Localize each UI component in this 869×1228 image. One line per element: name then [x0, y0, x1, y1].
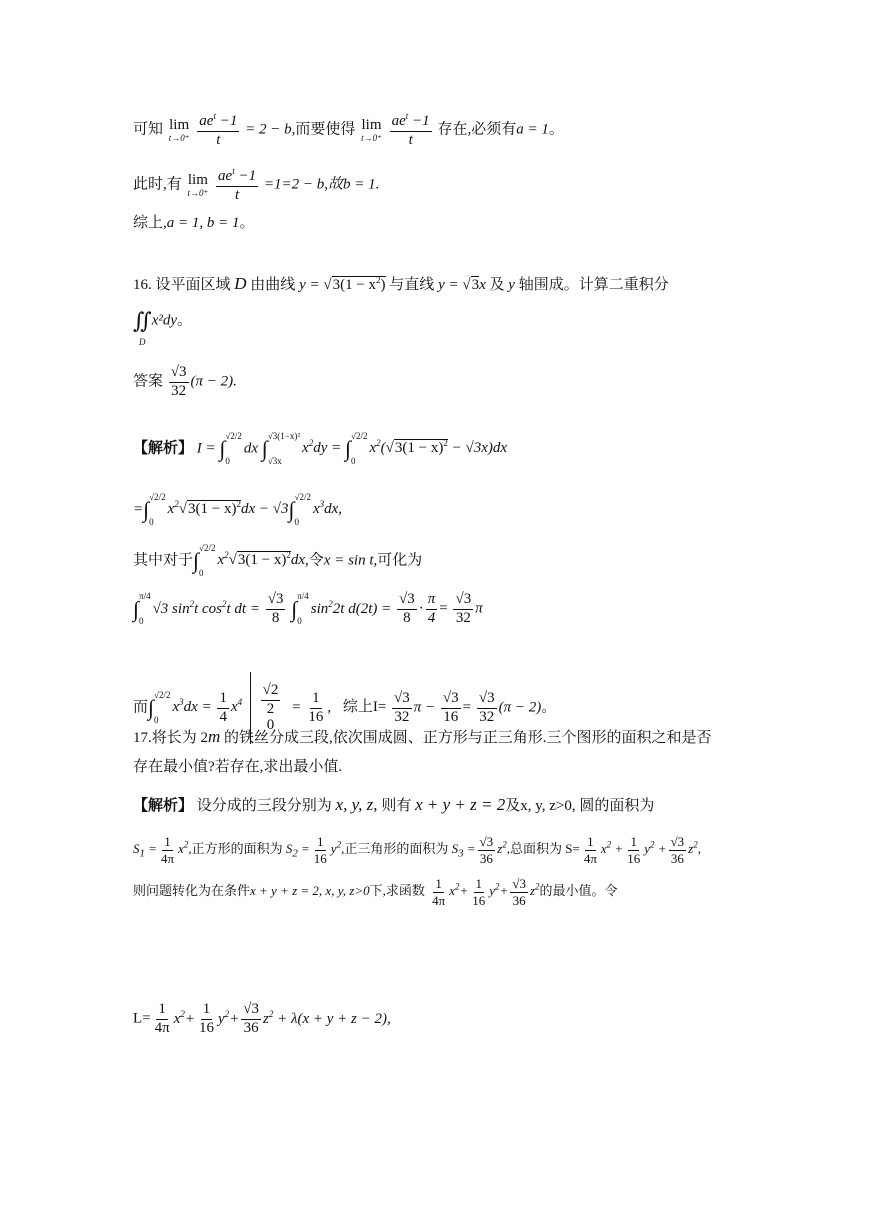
text: 。	[239, 215, 255, 231]
limit: lim t→0⁺	[168, 116, 190, 143]
text: 设分成的三段分别为	[196, 798, 336, 814]
solution-line-1	[133, 796, 654, 814]
text: 17.将长为 2	[133, 730, 209, 746]
math: D	[234, 274, 247, 293]
fraction: $\frac{1}{4\pi}$	[432, 876, 446, 908]
text: 及x, y, z>0,	[505, 798, 576, 814]
fraction: $\frac{1}{16}$	[472, 876, 486, 908]
analysis-line-1: 【解析】 I = ∫ √2/2 0 dx ∫ √3(1−x)² √3x $x^2dy$ = ∫ √2/2 0 $x^2(√3(1 - x)^2 - √3x)dx$	[133, 431, 508, 466]
line-formula: y = √3x	[438, 277, 486, 293]
text: ,总面积为	[506, 841, 562, 857]
fraction: $\frac{1}{4\pi}$	[160, 834, 175, 866]
math: =1=2 − b,故	[263, 176, 343, 193]
fraction: $\frac{√3}{36}$	[243, 1001, 260, 1036]
text: ,	[697, 841, 701, 857]
math: a = 1	[516, 121, 549, 138]
text: 的铁丝分成三段,依次围成圆、正方形与正三角形.三个图形的面积之和是否	[220, 730, 712, 746]
text: 其中对于	[133, 552, 194, 569]
math: m	[208, 727, 221, 746]
fraction: $\frac{√3}{8}$	[399, 591, 415, 626]
math: x = sin t	[323, 552, 374, 569]
answer-label: 答案	[133, 373, 164, 390]
summary-line	[133, 216, 255, 231]
solution-line-3: 则问题转化为在条件x + y + z = 2, x, y, z>0下,求函数 $\frac{1}{4\pi}$ $x^2+$ $\frac{1}{16}$ $y^2+$ $\frac{√3}{36}$ $z^2$的最小值。令	[133, 876, 618, 908]
question-17	[133, 728, 712, 746]
text: 。	[177, 312, 193, 329]
limit-line-1	[133, 112, 564, 149]
text: 。	[541, 699, 557, 716]
math: y	[508, 277, 515, 293]
math: x²dy	[151, 312, 178, 329]
fraction: $\frac{√3}{36}$	[479, 834, 494, 866]
text: 而	[133, 699, 149, 716]
text: 圆的面积为	[575, 798, 655, 814]
fraction: $\frac{√3}{36}$	[512, 876, 526, 908]
text: ,令	[305, 552, 324, 569]
text: 与直线	[389, 277, 439, 293]
math: = 2 − b	[245, 121, 292, 138]
text: 存在,必须有	[437, 121, 517, 138]
fraction: $\frac{√3}{32}$	[478, 689, 495, 725]
eval-limits: $\frac{√2}{2}$ 0	[262, 682, 279, 733]
text: 由曲线	[250, 277, 300, 293]
text: 及	[489, 277, 509, 293]
text: 此时,有	[133, 176, 182, 193]
analysis-label: 【解析】	[133, 798, 194, 814]
math: x + y + z = 2	[415, 795, 506, 814]
analysis-line-2: =∫ √2/2 0 $x^2√3(1 - x)^2dx - √3\int$ √2/2 0 $x^3dx$,	[133, 492, 343, 527]
fraction: $\frac{√3}{32}$	[170, 364, 187, 399]
integral-subscript: D	[139, 337, 146, 347]
text: 可知	[133, 121, 164, 138]
fraction: $\frac{1}{4\pi}$	[154, 1001, 170, 1036]
math: x + y + z = 2, x, y, z>0	[250, 883, 370, 899]
analysis-label: 【解析】	[133, 440, 194, 457]
question-17-cont	[133, 760, 342, 775]
analysis-line-5: 而∫ √2/2 0 $x^3dx$ = $\frac{1}{4}$ $x^4$ $\frac{√2}{2}$ 0 = $\frac{1}{16}$ , 综上I= $\frac{√3}{32}$ π − $\frac{√3}{16}$ = $\frac{√3}{32}$ (π − 2)。	[133, 672, 556, 744]
text: ,可化为	[373, 552, 423, 569]
fraction: $\frac{√3}{16}$	[442, 689, 459, 725]
text: 。	[548, 121, 564, 138]
text: ,正方形的面积为	[188, 841, 283, 857]
text: ,而要使得	[291, 121, 356, 138]
analysis-line-4: ∫ π/4 0 √3 $\sin^2t$ $\cos^2t$ dt = $\frac{√3}{8}$ ∫ π/4 0 $\sin^22t$ d(2t) = $\frac{√3}{8}$ · $\frac{\pi}{4}$ = $\frac{√3}{32}$ π	[133, 591, 483, 627]
fraction: $\frac{ae^t -1}{t}$	[218, 166, 257, 203]
text: 存在最小值?若存在,求出最小值.	[133, 759, 343, 775]
text: 下,求函数	[369, 883, 425, 899]
text: 轴围成。计算二重积分	[518, 277, 669, 293]
text: 则问题转化为在条件	[133, 883, 251, 899]
fraction: $\frac{√3}{36}$	[670, 834, 685, 866]
limit-line-2	[133, 167, 379, 204]
fraction: $\frac{√3}{32}$	[455, 591, 472, 626]
curve-formula: $y = √3(1 - x^2)$	[299, 275, 386, 293]
fraction: $\frac{ae^t -1}{t}$	[391, 111, 430, 148]
limit: lim t→0⁺	[361, 116, 382, 143]
fraction: $\frac{√3}{8}$	[267, 591, 284, 626]
text: 16. 设平面区域	[133, 277, 231, 293]
fraction: $\frac{1}{16}$	[313, 834, 327, 866]
fraction: $\frac{1}{16}$	[627, 834, 641, 866]
fraction: $\frac{1}{16}$	[308, 689, 324, 725]
question-16	[133, 275, 669, 293]
limit: lim t→0⁺	[187, 171, 209, 198]
answer-line: 答案 $\frac{√3}{32}$ (π − 2).	[133, 364, 237, 399]
fraction: $\frac{ae^t -1}{t}$	[199, 111, 238, 148]
fraction: $\frac{√3}{32}$	[394, 689, 410, 725]
math: a = 1, b = 1	[166, 215, 240, 231]
fraction: $\frac{1}{4}$	[219, 689, 227, 725]
fraction: $\frac{1}{4\pi}$	[583, 834, 597, 866]
text: 则有	[381, 798, 416, 814]
text: ,正三角形的面积为	[341, 841, 449, 857]
text: 的最小值。令	[539, 883, 618, 899]
text: 综上,	[133, 215, 167, 231]
solution-line-2: $S_1$ = $\frac{1}{4\pi}$ $x^2$,正方形的面积为 $S_2$ = $\frac{1}{16}$ $y^2$,正三角形的面积为 $S_3$ = $\frac{√3}{36}$ $z^2$,总面积为 S= $\frac{1}{4\pi}$ $x^2$ + $\frac{1}{16}$ $y^2$ + $\frac{√3}{36}$ $z^2$,	[133, 834, 701, 866]
fraction: $\frac{1}{16}$	[199, 1001, 214, 1036]
fraction: $\frac{\pi}{4}$	[427, 591, 436, 626]
lagrange-function: L= $\frac{1}{4\pi}$ $x^2+$ $\frac{1}{16}$ $y^2+$ $\frac{√3}{36}$ $z^2 + \lambda(x + y + z - 2)$,	[133, 1001, 391, 1036]
math: b = 1.	[342, 176, 380, 193]
analysis-line-3: 其中对于∫ √2/2 0 $x^2√3(1 - x)^2dx$,令x = sin t,可化为	[133, 543, 423, 578]
math: x, y, z,	[335, 795, 378, 814]
double-integral: ∬x²dy。 D	[133, 308, 193, 347]
